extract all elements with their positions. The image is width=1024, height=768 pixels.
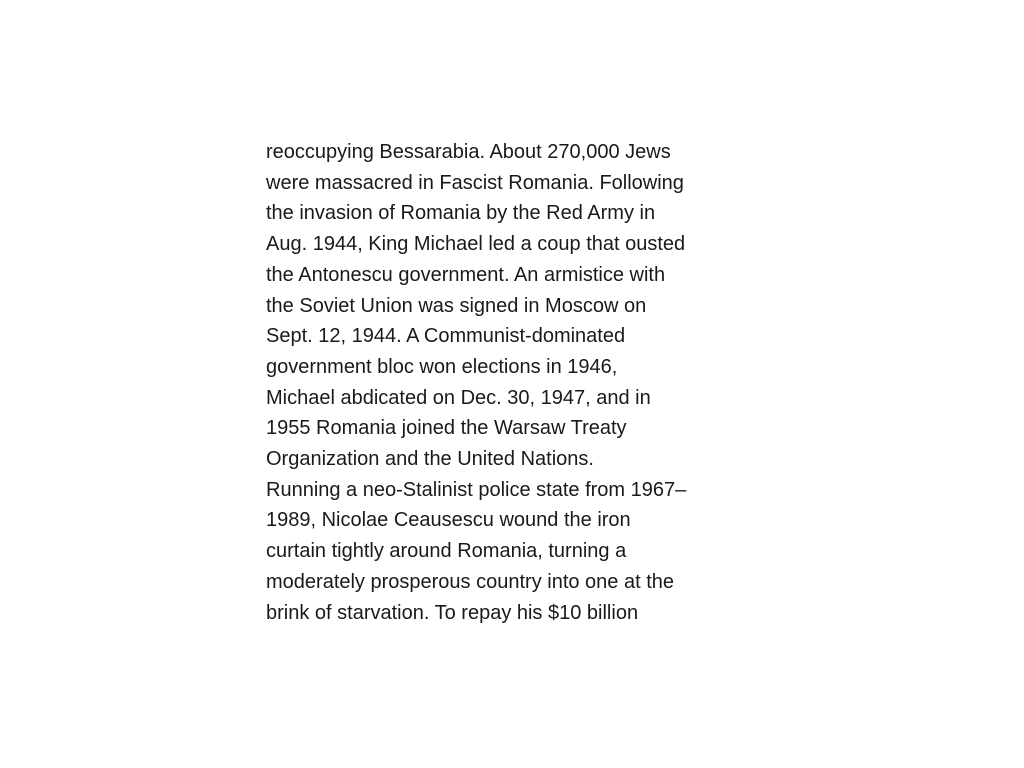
text-line: Michael abdicated on Dec. 30, 1947, and in (266, 386, 651, 409)
text-line: government bloc won elections in 1946, (266, 355, 618, 378)
text-line: reoccupying Bessarabia. About 270,000 Jews (266, 141, 671, 163)
text-line: moderately prosperous country into one at the (266, 570, 675, 593)
text-line: the invasion of Romania by the Red Army in (266, 202, 656, 225)
text-line: the Soviet Union was signed in Moscow on (266, 294, 647, 317)
text-line: Organization and the United Nations. (266, 448, 594, 471)
text-line: Aug. 1944, King Michael led a coup that ousted (266, 233, 686, 256)
text-line: the Antonescu government. An armistice with (266, 263, 666, 286)
text-line: were massacred in Fascist Romania. Following (266, 171, 684, 194)
text-line: Running a neo-Stalinist police state from 1967– (266, 478, 687, 501)
text-line: brink of starvation. To repay his $10 billion (266, 601, 639, 624)
body-text (266, 137, 786, 628)
text-line: curtain tightly around Romania, turning a (266, 540, 627, 563)
text-line: 1989, Nicolae Ceausescu wound the iron (266, 509, 631, 532)
text-line: 1955 Romania joined the Warsaw Treaty (266, 417, 627, 440)
text-line: Sept. 12, 1944. A Communist-dominated (266, 325, 626, 348)
